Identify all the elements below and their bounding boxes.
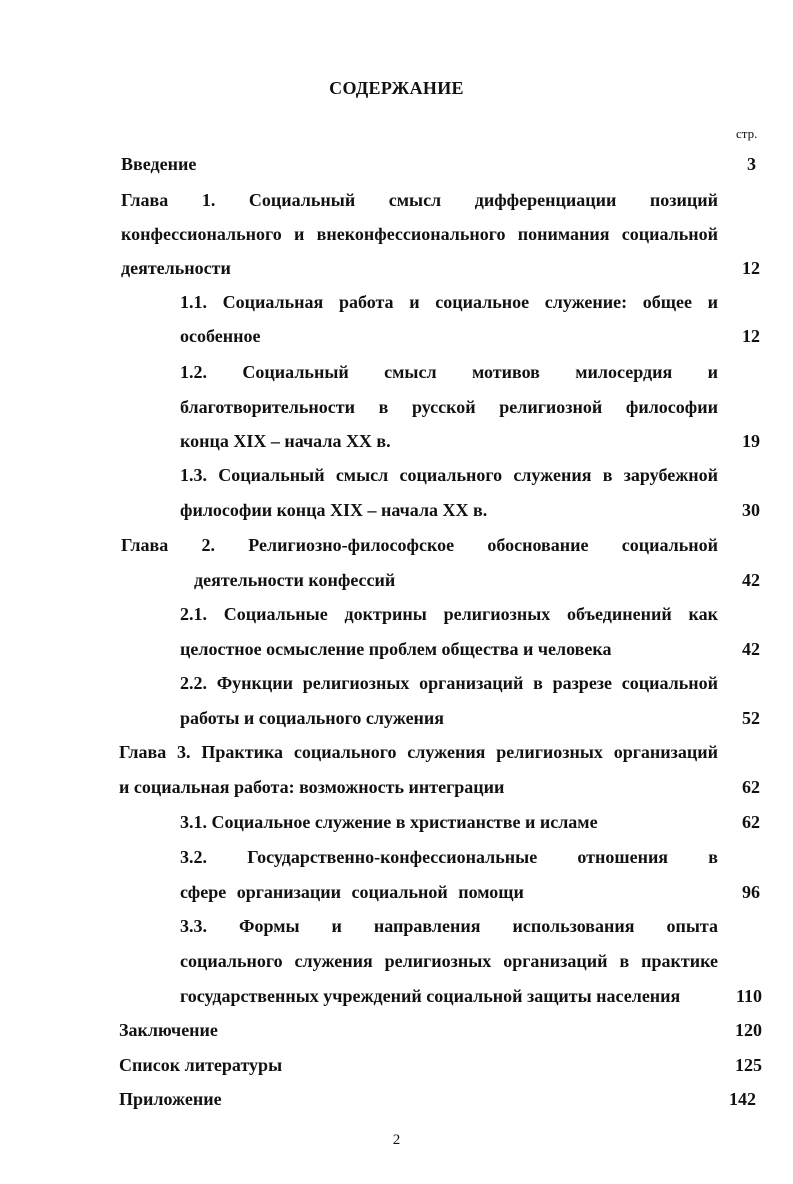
toc-page-conclusion: 120 <box>735 1020 762 1040</box>
toc-page-section-1-1: 12 <box>742 326 760 346</box>
toc-page-section-3-1: 62 <box>742 812 760 832</box>
toc-entry-chapter-1-line-3: деятельности <box>121 258 231 278</box>
toc-page-section-2-1: 42 <box>742 639 760 659</box>
toc-entry-intro: Введение <box>121 154 197 174</box>
toc-entry-chapter-2-line-1: Глава 2. Религиозно-философское обоснование социальной <box>121 535 718 555</box>
toc-page-section-1-3: 30 <box>742 500 760 520</box>
toc-entry-section-1-3-line-2: философии конца XIX – начала XX в. <box>180 500 488 520</box>
toc-entry-section-1-1-line-1: 1.1. Социальная работа и социальное служение: общее и <box>180 292 718 312</box>
toc-page-chapter-1: 12 <box>742 258 760 278</box>
toc-page-appendix: 142 <box>729 1089 756 1109</box>
toc-entry-section-1-1-line-2: особенное <box>180 326 261 346</box>
toc-page-chapter-3: 62 <box>742 777 760 797</box>
toc-entry-section-3-3-line-2: социального служения религиозных организаций в практике <box>180 951 718 971</box>
toc-entry-section-1-3-line-1: 1.3. Социальный смысл социального служения в зарубежной <box>180 465 718 485</box>
toc-entry-chapter-3-line-1: Глава 3. Практика социального служения религиозных организаций <box>119 742 718 762</box>
toc-page-section-3-3: 110 <box>735 986 762 1006</box>
toc-page-chapter-2: 42 <box>742 570 760 590</box>
toc-entry-section-2-2-line-1: 2.2. Функции религиозных организаций в разрезе социальной <box>180 673 718 693</box>
toc-entry-bibliography: Список литературы <box>119 1055 283 1075</box>
toc-entry-section-3-1: 3.1. Социальное служение в христианстве и исламе <box>180 812 598 832</box>
toc-entry-section-1-2-line-1: 1.2. Социальный смысл мотивов милосердия и <box>180 362 718 382</box>
toc-entry-chapter-1-line-2: конфессионального и внеконфессионального понимания социальной <box>121 224 718 244</box>
toc-page-intro: 3 <box>747 154 756 174</box>
toc-page-section-2-2: 52 <box>742 708 760 728</box>
toc-entry-section-3-3-line-1: 3.3. Формы и направления использования опыта <box>180 916 718 936</box>
toc-entry-chapter-3-line-2: и социальная работа: возможность интеграции <box>119 777 505 797</box>
page-column-label: стр. <box>736 126 758 141</box>
toc-page-section-1-2: 19 <box>742 431 760 451</box>
toc-title: СОДЕРЖАНИЕ <box>329 78 464 98</box>
toc-entry-section-2-2-line-2: работы и социального служения <box>180 708 445 728</box>
toc-entry-chapter-1-line-1: Глава 1. Социальный смысл дифференциации позиций <box>121 190 718 210</box>
toc-entry-chapter-2-line-2: деятельности конфессий <box>194 570 396 590</box>
toc-page-section-3-2: 96 <box>742 882 760 902</box>
footer-page-number: 2 <box>392 1132 401 1148</box>
toc-entry-appendix: Приложение <box>119 1089 222 1109</box>
toc-entry-section-3-2-line-2: сфере организации социальной помощи <box>180 882 524 902</box>
toc-entry-section-1-2-line-3: конца XIX – начала XX в. <box>180 431 391 451</box>
toc-entry-section-1-2-line-2: благотворительности в русской религиозной философии <box>180 397 718 417</box>
toc-page-bibliography: 125 <box>735 1055 762 1075</box>
toc-entry-section-3-2-line-1: 3.2. Государственно-конфессиональные отношения в <box>180 847 718 867</box>
toc-entry-section-2-1-line-2: целостное осмысление проблем общества и человека <box>180 639 612 659</box>
toc-entry-section-2-1-line-1: 2.1. Социальные доктрины религиозных объединений как <box>180 604 718 624</box>
toc-entry-conclusion: Заключение <box>119 1020 218 1040</box>
toc-entry-section-3-3-line-3: государственных учреждений социальной защиты населения <box>180 986 681 1006</box>
